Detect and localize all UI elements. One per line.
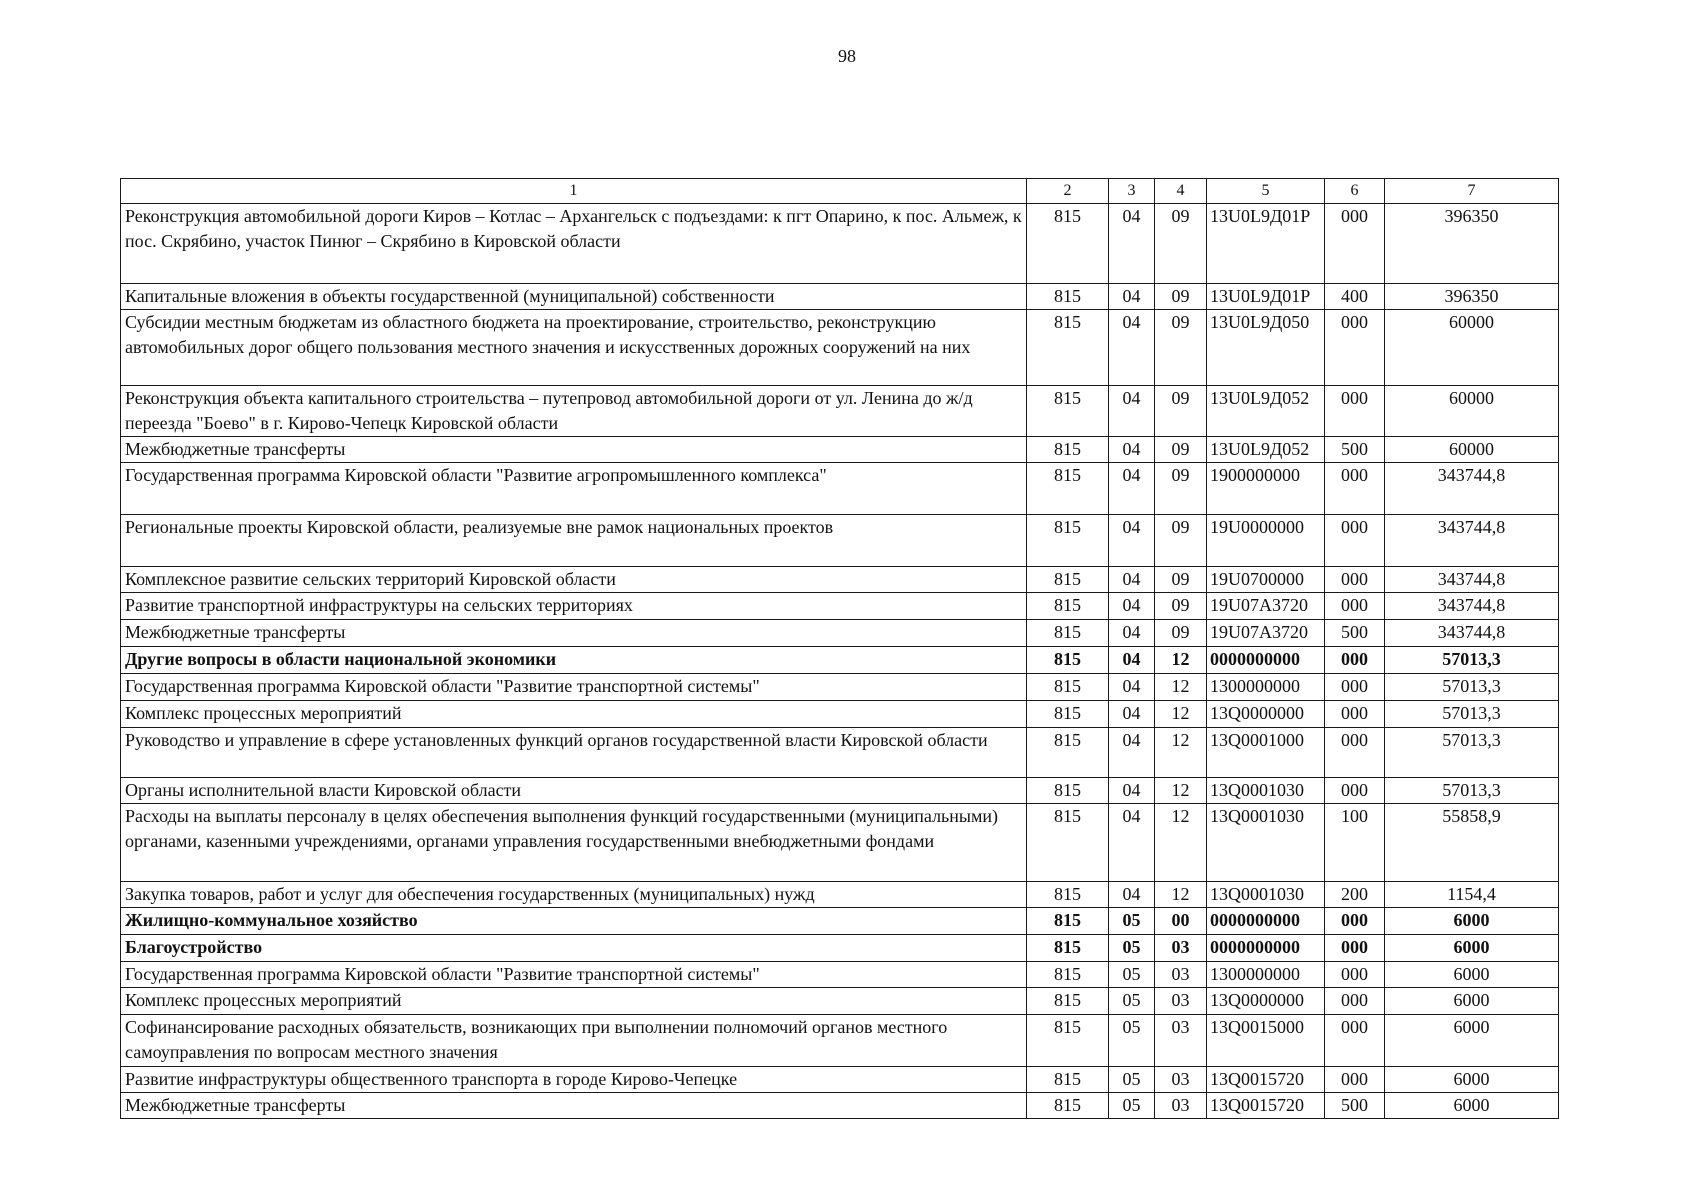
row-section-cell: 04 — [1109, 728, 1155, 778]
row-target-article-cell: 13Q0000000 — [1207, 988, 1325, 1015]
page-number: 98 — [838, 46, 856, 66]
row-expense-type-cell: 000 — [1325, 204, 1385, 284]
row-subsection-cell: 03 — [1155, 1015, 1207, 1067]
row-code-cell: 815 — [1027, 882, 1109, 908]
row-target-article-cell: 19U07A3720 — [1207, 620, 1325, 647]
row-section-cell: 04 — [1109, 437, 1155, 463]
row-target-article-cell: 19U0000000 — [1207, 515, 1325, 567]
table-row — [121, 935, 1559, 962]
row-section-cell: 05 — [1109, 1067, 1155, 1093]
row-target-article-cell: 13U0L9Д01Р — [1207, 284, 1325, 310]
row-section-cell: 04 — [1109, 674, 1155, 701]
table-row — [121, 882, 1559, 908]
table-row — [121, 463, 1559, 515]
row-target-article-cell: 19U07A3720 — [1207, 593, 1325, 620]
row-target-article-cell: 13Q0001000 — [1207, 728, 1325, 778]
table-row — [121, 804, 1559, 882]
row-amount-cell: 396350 — [1385, 204, 1559, 284]
row-name-cell: Комплекс процессных мероприятий — [121, 988, 1027, 1015]
row-name-cell: Другие вопросы в области национальной экономики — [121, 647, 1027, 674]
row-subsection-cell: 09 — [1155, 593, 1207, 620]
column-header: 4 — [1155, 179, 1207, 204]
table-row — [121, 647, 1559, 674]
row-target-article-cell: 13Q0015720 — [1207, 1093, 1325, 1119]
table-row — [121, 620, 1559, 647]
row-amount-cell: 6000 — [1385, 1093, 1559, 1119]
row-target-article-cell: 13U0L9Д052 — [1207, 386, 1325, 437]
row-section-cell: 05 — [1109, 908, 1155, 935]
row-target-article-cell: 13U0L9Д052 — [1207, 437, 1325, 463]
row-code-cell: 815 — [1027, 284, 1109, 310]
row-expense-type-cell: 000 — [1325, 1067, 1385, 1093]
row-section-cell: 05 — [1109, 988, 1155, 1015]
row-subsection-cell: 12 — [1155, 804, 1207, 882]
row-subsection-cell: 09 — [1155, 437, 1207, 463]
row-amount-cell: 57013,3 — [1385, 778, 1559, 804]
row-amount-cell: 57013,3 — [1385, 728, 1559, 778]
row-name-cell: Региональные проекты Кировской области, реализуемые вне рамок национальных проектов — [121, 515, 1027, 567]
row-target-article-cell: 13Q0015720 — [1207, 1067, 1325, 1093]
row-amount-cell: 396350 — [1385, 284, 1559, 310]
column-header: 7 — [1385, 179, 1559, 204]
row-subsection-cell: 09 — [1155, 620, 1207, 647]
column-header: 6 — [1325, 179, 1385, 204]
row-expense-type-cell: 000 — [1325, 778, 1385, 804]
row-subsection-cell: 09 — [1155, 515, 1207, 567]
row-section-cell: 04 — [1109, 647, 1155, 674]
row-name-cell: Благоустройство — [121, 935, 1027, 962]
row-subsection-cell: 12 — [1155, 701, 1207, 728]
row-code-cell: 815 — [1027, 593, 1109, 620]
row-expense-type-cell: 500 — [1325, 620, 1385, 647]
row-code-cell: 815 — [1027, 463, 1109, 515]
row-subsection-cell: 12 — [1155, 778, 1207, 804]
row-code-cell: 815 — [1027, 1015, 1109, 1067]
row-subsection-cell: 03 — [1155, 935, 1207, 962]
table-row — [121, 962, 1559, 988]
row-expense-type-cell: 000 — [1325, 515, 1385, 567]
row-name-cell: Руководство и управление в сфере установленных функций органов государственной власти Кировской области — [121, 728, 1027, 778]
row-amount-cell: 6000 — [1385, 1067, 1559, 1093]
row-code-cell: 815 — [1027, 935, 1109, 962]
row-name-cell: Органы исполнительной власти Кировской области — [121, 778, 1027, 804]
table-row — [121, 1093, 1559, 1119]
row-code-cell: 815 — [1027, 620, 1109, 647]
row-name-cell: Капитальные вложения в объекты государственной (муниципальной) собственности — [121, 284, 1027, 310]
table-row — [121, 701, 1559, 728]
table-row — [121, 310, 1559, 386]
row-section-cell: 04 — [1109, 620, 1155, 647]
row-code-cell: 815 — [1027, 908, 1109, 935]
row-amount-cell: 6000 — [1385, 908, 1559, 935]
row-subsection-cell: 09 — [1155, 386, 1207, 437]
row-target-article-cell: 13Q0015000 — [1207, 1015, 1325, 1067]
table-row — [121, 515, 1559, 567]
row-name-cell: Комплекс процессных мероприятий — [121, 701, 1027, 728]
row-expense-type-cell: 000 — [1325, 908, 1385, 935]
row-expense-type-cell: 000 — [1325, 1015, 1385, 1067]
row-target-article-cell: 13Q0001030 — [1207, 804, 1325, 882]
row-section-cell: 04 — [1109, 567, 1155, 593]
row-code-cell: 815 — [1027, 728, 1109, 778]
table-row — [121, 437, 1559, 463]
table-row — [121, 204, 1559, 284]
table-row — [121, 988, 1559, 1015]
row-expense-type-cell: 000 — [1325, 386, 1385, 437]
row-name-cell: Межбюджетные трансферты — [121, 620, 1027, 647]
row-name-cell: Расходы на выплаты персоналу в целях обеспечения выполнения функций государственными (муниципальными) органами, казенными учреждениями, органами управления государственными внебюджетными фондами — [121, 804, 1027, 882]
row-expense-type-cell: 000 — [1325, 463, 1385, 515]
budget-table — [120, 178, 1559, 1119]
row-code-cell: 815 — [1027, 515, 1109, 567]
row-expense-type-cell: 500 — [1325, 1093, 1385, 1119]
row-name-cell: Государственная программа Кировской области "Развитие транспортной системы" — [121, 674, 1027, 701]
row-target-article-cell: 13Q0001030 — [1207, 778, 1325, 804]
row-code-cell: 815 — [1027, 804, 1109, 882]
row-amount-cell: 60000 — [1385, 310, 1559, 386]
row-target-article-cell: 0000000000 — [1207, 935, 1325, 962]
row-section-cell: 04 — [1109, 204, 1155, 284]
row-subsection-cell: 00 — [1155, 908, 1207, 935]
row-subsection-cell: 09 — [1155, 284, 1207, 310]
row-target-article-cell: 19U0700000 — [1207, 567, 1325, 593]
row-subsection-cell: 03 — [1155, 988, 1207, 1015]
row-subsection-cell: 12 — [1155, 674, 1207, 701]
row-target-article-cell: 1900000000 — [1207, 463, 1325, 515]
row-section-cell: 04 — [1109, 882, 1155, 908]
table-row — [121, 674, 1559, 701]
row-code-cell: 815 — [1027, 962, 1109, 988]
row-name-cell: Жилищно-коммунальное хозяйство — [121, 908, 1027, 935]
row-subsection-cell: 12 — [1155, 647, 1207, 674]
row-subsection-cell: 12 — [1155, 882, 1207, 908]
row-expense-type-cell: 000 — [1325, 962, 1385, 988]
row-name-cell: Развитие инфраструктуры общественного транспорта в городе Кирово-Чепецке — [121, 1067, 1027, 1093]
row-target-article-cell: 13U0L9Д050 — [1207, 310, 1325, 386]
table-body — [121, 204, 1559, 1119]
row-section-cell: 04 — [1109, 310, 1155, 386]
row-expense-type-cell: 200 — [1325, 882, 1385, 908]
row-expense-type-cell: 000 — [1325, 593, 1385, 620]
row-target-article-cell: 1300000000 — [1207, 674, 1325, 701]
row-amount-cell: 60000 — [1385, 386, 1559, 437]
row-amount-cell: 55858,9 — [1385, 804, 1559, 882]
row-code-cell: 815 — [1027, 674, 1109, 701]
row-amount-cell: 6000 — [1385, 935, 1559, 962]
row-code-cell: 815 — [1027, 1067, 1109, 1093]
column-header: 2 — [1027, 179, 1109, 204]
row-name-cell: Межбюджетные трансферты — [121, 437, 1027, 463]
row-code-cell: 815 — [1027, 701, 1109, 728]
table-row — [121, 728, 1559, 778]
row-amount-cell: 343744,8 — [1385, 620, 1559, 647]
table-row — [121, 593, 1559, 620]
row-name-cell: Государственная программа Кировской области "Развитие транспортной системы" — [121, 962, 1027, 988]
row-amount-cell: 343744,8 — [1385, 463, 1559, 515]
row-subsection-cell: 09 — [1155, 567, 1207, 593]
row-section-cell: 05 — [1109, 1093, 1155, 1119]
row-expense-type-cell: 000 — [1325, 988, 1385, 1015]
row-name-cell: Межбюджетные трансферты — [121, 1093, 1027, 1119]
row-target-article-cell: 0000000000 — [1207, 908, 1325, 935]
row-section-cell: 04 — [1109, 284, 1155, 310]
row-expense-type-cell: 500 — [1325, 437, 1385, 463]
row-amount-cell: 343744,8 — [1385, 515, 1559, 567]
table-header-row — [121, 179, 1559, 204]
row-name-cell: Закупка товаров, работ и услуг для обеспечения государственных (муниципальных) нужд — [121, 882, 1027, 908]
row-code-cell: 815 — [1027, 204, 1109, 284]
table-row — [121, 386, 1559, 437]
table-row — [121, 1015, 1559, 1067]
column-header: 3 — [1109, 179, 1155, 204]
row-name-cell: Субсидии местным бюджетам из областного бюджета на проектирование, строительство, реконструкцию автомобильных дорог общего пользования местного значения и искусственных дорожных сооружений на них — [121, 310, 1027, 386]
row-expense-type-cell: 100 — [1325, 804, 1385, 882]
row-amount-cell: 6000 — [1385, 962, 1559, 988]
row-section-cell: 04 — [1109, 515, 1155, 567]
row-amount-cell: 57013,3 — [1385, 701, 1559, 728]
row-expense-type-cell: 400 — [1325, 284, 1385, 310]
row-code-cell: 815 — [1027, 310, 1109, 386]
row-expense-type-cell: 000 — [1325, 701, 1385, 728]
row-code-cell: 815 — [1027, 386, 1109, 437]
row-code-cell: 815 — [1027, 647, 1109, 674]
row-expense-type-cell: 000 — [1325, 674, 1385, 701]
row-subsection-cell: 03 — [1155, 1067, 1207, 1093]
row-target-article-cell: 1300000000 — [1207, 962, 1325, 988]
row-subsection-cell: 09 — [1155, 310, 1207, 386]
row-name-cell: Государственная программа Кировской области "Развитие агропромышленного комплекса" — [121, 463, 1027, 515]
row-name-cell: Развитие транспортной инфраструктуры на сельских территориях — [121, 593, 1027, 620]
row-section-cell: 04 — [1109, 701, 1155, 728]
row-section-cell: 05 — [1109, 935, 1155, 962]
row-expense-type-cell: 000 — [1325, 567, 1385, 593]
column-header: 5 — [1207, 179, 1325, 204]
row-target-article-cell: 13U0L9Д01Р — [1207, 204, 1325, 284]
row-code-cell: 815 — [1027, 778, 1109, 804]
table-row — [121, 908, 1559, 935]
row-amount-cell: 343744,8 — [1385, 593, 1559, 620]
row-target-article-cell: 0000000000 — [1207, 647, 1325, 674]
table-row — [121, 1067, 1559, 1093]
row-amount-cell: 57013,3 — [1385, 674, 1559, 701]
row-code-cell: 815 — [1027, 567, 1109, 593]
row-amount-cell: 6000 — [1385, 1015, 1559, 1067]
row-expense-type-cell: 000 — [1325, 935, 1385, 962]
row-amount-cell: 57013,3 — [1385, 647, 1559, 674]
row-name-cell: Реконструкция автомобильной дороги Киров – Котлас – Архангельск с подъездами: к пгт Опарино, к пос. Альмеж, к пос. Скрябино, участок Пинюг – Скрябино в Кировской области — [121, 204, 1027, 284]
row-section-cell: 04 — [1109, 386, 1155, 437]
row-subsection-cell: 09 — [1155, 204, 1207, 284]
row-code-cell: 815 — [1027, 1093, 1109, 1119]
row-name-cell: Софинансирование расходных обязательств, возникающих при выполнении полномочий органов местного самоуправления по вопросам местного значения — [121, 1015, 1027, 1067]
row-code-cell: 815 — [1027, 437, 1109, 463]
table-row — [121, 778, 1559, 804]
table-row — [121, 567, 1559, 593]
row-expense-type-cell: 000 — [1325, 728, 1385, 778]
row-section-cell: 04 — [1109, 778, 1155, 804]
row-section-cell: 04 — [1109, 463, 1155, 515]
row-amount-cell: 60000 — [1385, 437, 1559, 463]
row-subsection-cell: 03 — [1155, 962, 1207, 988]
row-amount-cell: 343744,8 — [1385, 567, 1559, 593]
row-name-cell: Реконструкция объекта капитального строительства – путепровод автомобильной дороги от ул. Ленина до ж/д переезда "Боево" в г. Кирово-Чепецк Кировской области — [121, 386, 1027, 437]
row-target-article-cell: 13Q0001030 — [1207, 882, 1325, 908]
row-subsection-cell: 09 — [1155, 463, 1207, 515]
row-section-cell: 04 — [1109, 593, 1155, 620]
row-target-article-cell: 13Q0000000 — [1207, 701, 1325, 728]
row-amount-cell: 6000 — [1385, 988, 1559, 1015]
table-row — [121, 284, 1559, 310]
row-subsection-cell: 03 — [1155, 1093, 1207, 1119]
row-code-cell: 815 — [1027, 988, 1109, 1015]
column-header: 1 — [121, 179, 1027, 204]
row-section-cell: 04 — [1109, 804, 1155, 882]
row-expense-type-cell: 000 — [1325, 647, 1385, 674]
row-expense-type-cell: 000 — [1325, 310, 1385, 386]
row-name-cell: Комплексное развитие сельских территорий Кировской области — [121, 567, 1027, 593]
row-section-cell: 05 — [1109, 1015, 1155, 1067]
row-section-cell: 05 — [1109, 962, 1155, 988]
row-amount-cell: 1154,4 — [1385, 882, 1559, 908]
row-subsection-cell: 12 — [1155, 728, 1207, 778]
